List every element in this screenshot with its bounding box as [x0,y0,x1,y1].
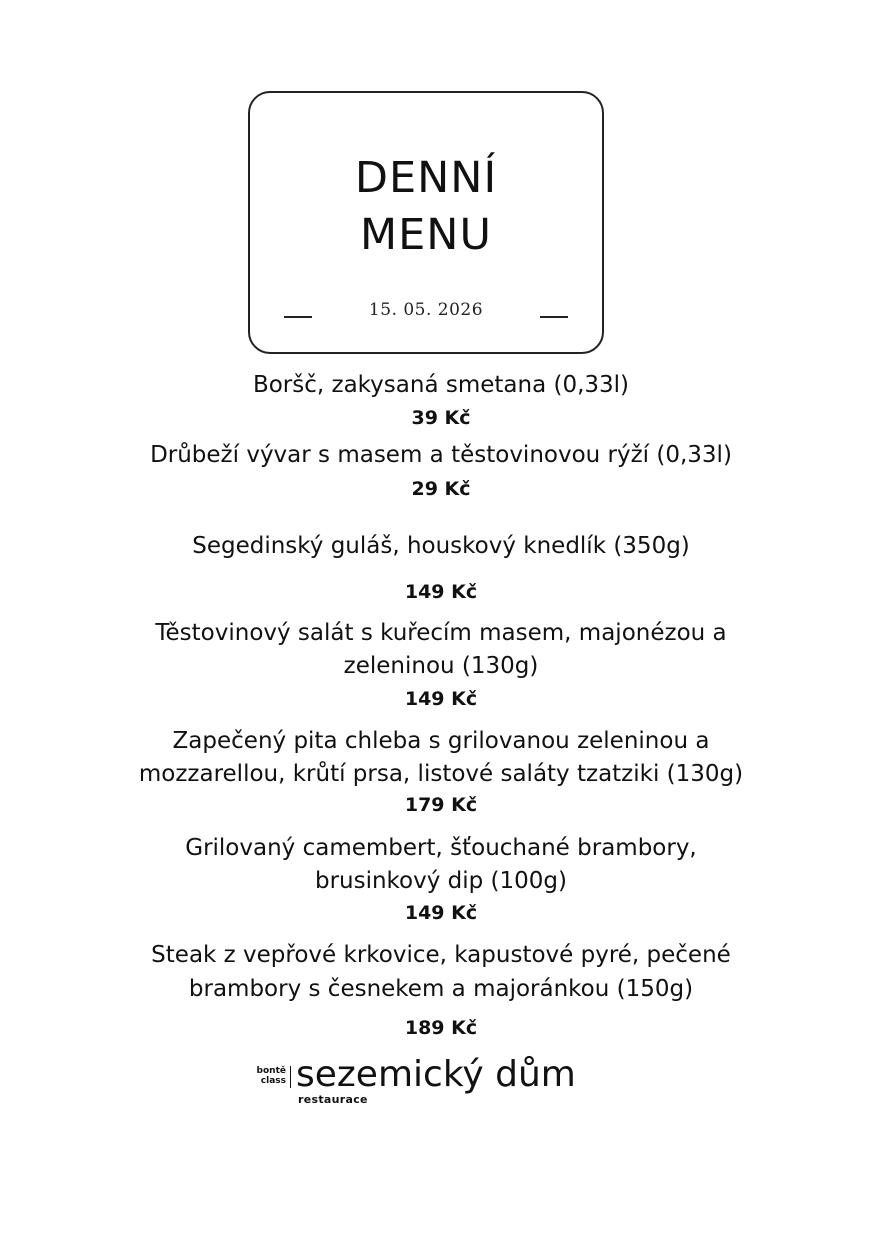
dish-7-line-1: Steak z vepřové krkovice, kapustové pyré, pečené [151,942,731,968]
logo-subtitle: restaurace [298,1093,368,1106]
restaurant-logo [248,1056,618,1112]
dish-3-line-1: Segedinský guláš, houskový knedlík (350g) [192,533,690,559]
dish-6-price: 149 Kč [404,902,478,924]
dish-1-price: 39 Kč [411,407,471,429]
dish-3-price: 149 Kč [404,581,478,603]
dish-1-line-1: Boršč, zakysaná smetana (0,33l) [252,372,630,398]
logo-separator [290,1066,291,1088]
dish-4-line-1: Těstovinový salát s kuřecím masem, majonézou a [155,620,727,646]
menu-title-line1: DENNÍ [354,153,498,203]
menu-title-line2: MENU [360,210,492,260]
menu-date: 15. 05. 2026 [368,300,484,320]
logo-brand-line1: bontě [256,1066,286,1076]
dish-7-line-2: brambory s česnekem a majoránkou (150g) [188,976,694,1002]
dish-4-price: 149 Kč [404,688,478,710]
dish-5-price: 179 Kč [404,794,478,816]
header-box [248,91,604,354]
dish-7-price: 189 Kč [404,1017,478,1039]
dish-6-line-1: Grilovaný camembert, šťouchané brambory, [185,835,697,861]
dish-5-line-1: Zapečený pita chleba s grilovanou zeleninou a [172,728,710,754]
date-dash-right [540,316,568,318]
dish-4-line-2: zeleninou (130g) [343,653,539,679]
dish-2-price: 29 Kč [411,478,471,500]
logo-brand-small [248,1066,286,1086]
logo-brand-line2: class [260,1076,286,1086]
logo-restaurant-name: sezemický dům [296,1054,576,1095]
dish-5-line-2: mozzarellou, krůtí prsa, listové saláty tzatziki (130g) [138,761,744,787]
date-row [282,299,570,329]
dish-6-line-2: brusinkový dip (100g) [314,868,568,894]
dish-2-line-1: Drůbeží vývar s masem a těstovinovou rýží (0,33l) [150,442,732,468]
